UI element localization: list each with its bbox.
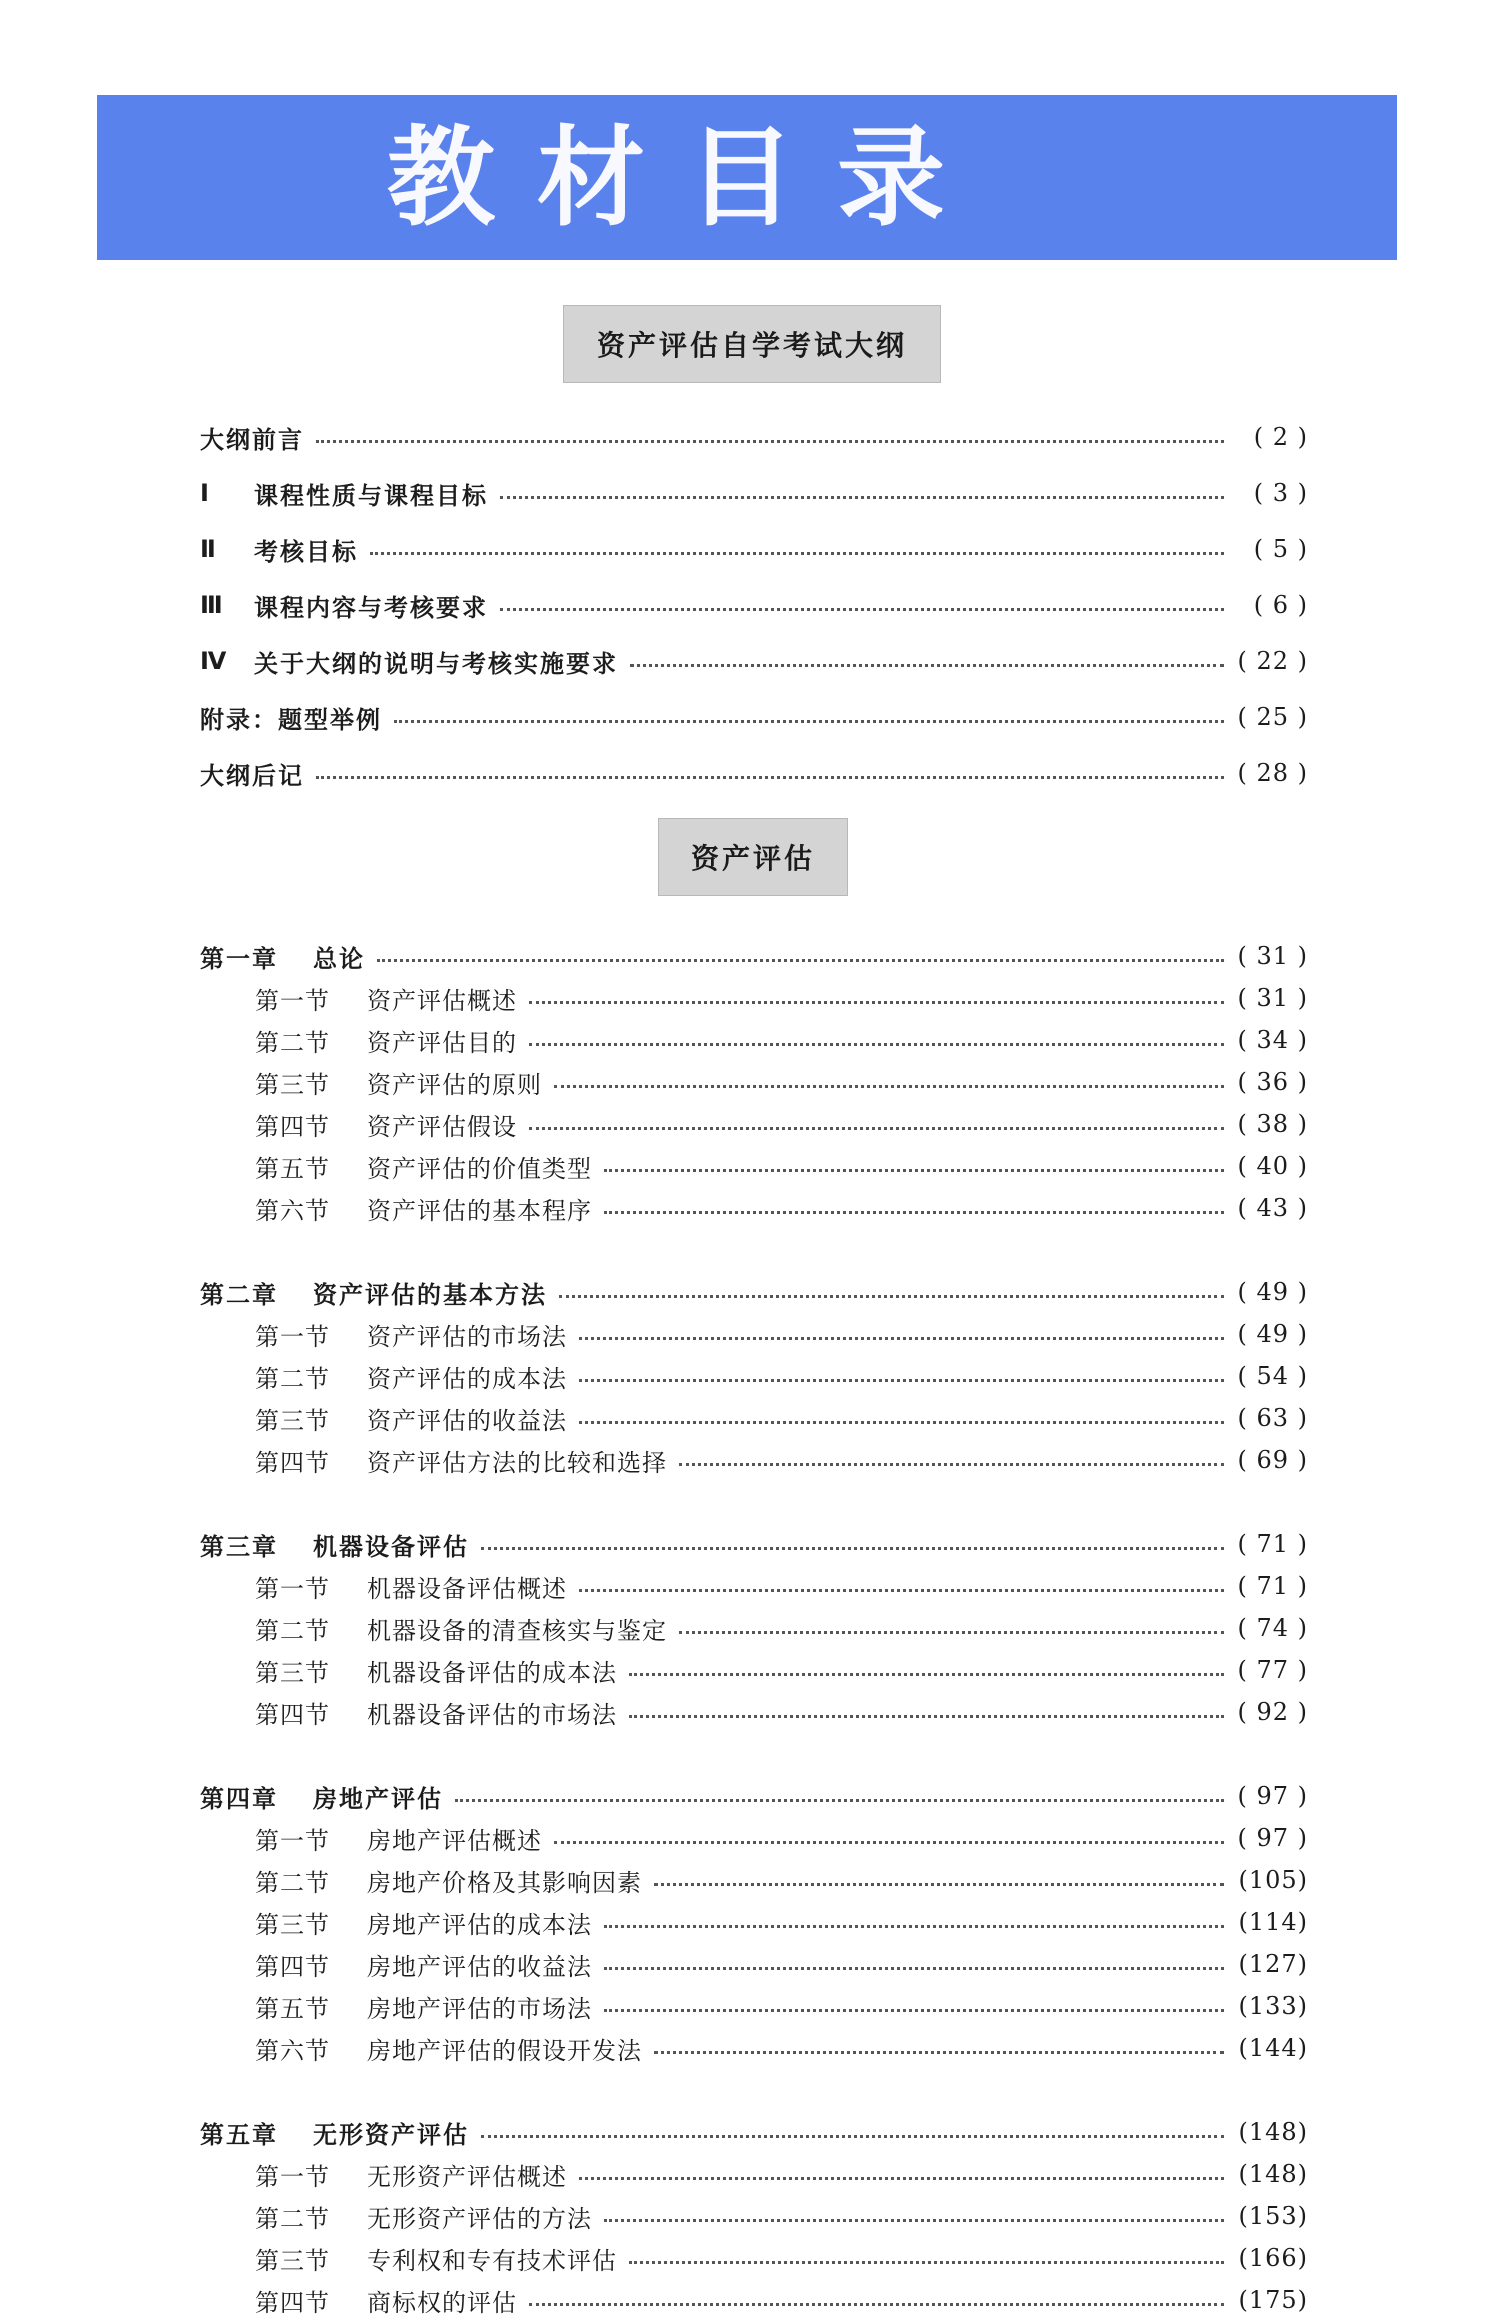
dot-leader <box>500 496 1224 499</box>
dot-leader <box>604 2219 1224 2222</box>
dot-leader <box>630 664 1224 667</box>
dot-leader <box>554 1841 1224 1844</box>
section-entry[interactable] <box>255 1609 1308 1647</box>
dot-leader <box>654 2051 1224 2054</box>
section-entry[interactable] <box>255 1987 1308 2025</box>
entry-number: 第一节 <box>255 1322 330 1351</box>
entry-number: 第三节 <box>255 1910 330 1939</box>
entry-title: 关于大纲的说明与考核实施要求 <box>254 649 618 678</box>
entry-number: 第一章 <box>200 944 278 973</box>
page-number: ( 54 ) <box>1237 1362 1308 1390</box>
page-number: ( 71 ) <box>1237 1572 1308 1600</box>
entry-number: Ⅳ <box>200 647 229 675</box>
page-number: ( 49 ) <box>1237 1278 1308 1306</box>
dot-leader <box>316 440 1224 443</box>
entry-title: 附录：题型举例 <box>200 705 382 734</box>
page-number: ( 77 ) <box>1237 1656 1308 1684</box>
dot-leader <box>604 1925 1224 1928</box>
page-number: ( 6 ) <box>1253 591 1308 619</box>
page-number: ( 69 ) <box>1237 1446 1308 1474</box>
entry-title: 资产评估的成本法 <box>367 1364 567 1393</box>
syllabus-entry[interactable] <box>200 474 1308 512</box>
entry-number: 第三节 <box>255 1406 330 1435</box>
entry-number: 第二章 <box>200 1280 278 1309</box>
entry-title: 无形资产评估 <box>313 2120 469 2149</box>
dot-leader <box>604 1211 1224 1214</box>
entry-title: 资产评估目的 <box>367 1028 517 1057</box>
entry-title: 机器设备评估的市场法 <box>367 1700 617 1729</box>
entry-number: 第三章 <box>200 1532 278 1561</box>
section-entry[interactable] <box>255 1441 1308 1479</box>
entry-title: 房地产评估概述 <box>367 1826 542 1855</box>
dot-leader <box>679 1463 1224 1466</box>
entry-number: 第一节 <box>255 1826 330 1855</box>
section-entry[interactable] <box>255 1315 1308 1353</box>
dot-leader <box>604 1169 1224 1172</box>
section-entry[interactable] <box>255 1651 1308 1689</box>
entry-number: 第一节 <box>255 2162 330 2191</box>
syllabus-entry[interactable] <box>200 586 1308 624</box>
entry-title: 无形资产评估的方法 <box>367 2204 592 2233</box>
entry-number: Ⅲ <box>200 591 225 619</box>
chapter-entry[interactable] <box>200 2113 1308 2151</box>
entry-title: 总论 <box>313 944 365 973</box>
entry-title: 机器设备评估概述 <box>367 1574 567 1603</box>
dot-leader <box>500 608 1224 611</box>
page-title: 教材目录 <box>386 115 987 241</box>
entry-number: Ⅰ <box>200 479 211 507</box>
section-entry[interactable] <box>255 1903 1308 1941</box>
entry-number: 第三节 <box>255 2246 330 2275</box>
dot-leader <box>579 1589 1224 1592</box>
entry-number: 第四节 <box>255 1112 330 1141</box>
dot-leader <box>629 2261 1224 2264</box>
page-number: ( 97 ) <box>1237 1782 1308 1810</box>
syllabus-entry[interactable] <box>200 754 1308 792</box>
dot-leader <box>370 552 1224 555</box>
section-entry[interactable] <box>255 2239 1308 2277</box>
section-entry[interactable] <box>255 1147 1308 1185</box>
section-entry[interactable] <box>255 1189 1308 1227</box>
header-banner <box>97 95 1397 260</box>
dot-leader <box>529 1043 1224 1046</box>
section-entry[interactable] <box>255 1357 1308 1395</box>
entry-number: 第二节 <box>255 1364 330 1393</box>
entry-title: 专利权和专有技术评估 <box>367 2246 617 2275</box>
page-number: (175) <box>1238 2286 1308 2314</box>
page-number: (166) <box>1238 2244 1308 2272</box>
page-number: ( 74 ) <box>1237 1614 1308 1642</box>
page-number: (114) <box>1238 1908 1308 1936</box>
entry-title: 资产评估的价值类型 <box>367 1154 592 1183</box>
page-number: (127) <box>1238 1950 1308 1978</box>
dot-leader <box>559 1295 1224 1298</box>
dot-leader <box>316 776 1224 779</box>
syllabus-heading: 资产评估自学考试大纲 <box>563 305 941 383</box>
dot-leader <box>604 2009 1224 2012</box>
section-entry[interactable] <box>255 1693 1308 1731</box>
section-entry[interactable] <box>255 979 1308 1017</box>
chapter-entry[interactable] <box>200 1777 1308 1815</box>
page-number: ( 3 ) <box>1253 479 1308 507</box>
entry-title: 机器设备的清查核实与鉴定 <box>367 1616 667 1645</box>
section-entry[interactable] <box>255 1063 1308 1101</box>
page-number: ( 5 ) <box>1253 535 1308 563</box>
page-number: (144) <box>1238 2034 1308 2062</box>
entry-title: 商标权的评估 <box>367 2288 517 2317</box>
section-entry[interactable] <box>255 2155 1308 2193</box>
entry-title: 房地产评估的收益法 <box>367 1952 592 1981</box>
entry-number: 第四节 <box>255 1952 330 1981</box>
dot-leader <box>529 1001 1224 1004</box>
entry-number: 第五节 <box>255 1154 330 1183</box>
dot-leader <box>579 1337 1224 1340</box>
syllabus-entry[interactable] <box>200 698 1308 736</box>
entry-number: 第四节 <box>255 1448 330 1477</box>
entry-number: 第四节 <box>255 2288 330 2317</box>
entry-title: 房地产评估的成本法 <box>367 1910 592 1939</box>
page-number: ( 28 ) <box>1237 759 1308 787</box>
section-entry[interactable] <box>255 1567 1308 1605</box>
page-number: ( 31 ) <box>1237 984 1308 1012</box>
section-entry[interactable] <box>255 2281 1308 2319</box>
entry-title: 资产评估的市场法 <box>367 1322 567 1351</box>
dot-leader <box>604 1967 1224 1970</box>
section-entry[interactable] <box>255 1021 1308 1059</box>
page-number: ( 36 ) <box>1237 1068 1308 1096</box>
entry-title: 大纲前言 <box>200 425 304 454</box>
chapter-entry[interactable] <box>200 1525 1308 1563</box>
page-number: ( 71 ) <box>1237 1530 1308 1558</box>
page-number: (148) <box>1238 2160 1308 2188</box>
entry-title: 房地产评估的假设开发法 <box>367 2036 642 2065</box>
dot-leader <box>579 1379 1224 1382</box>
dot-leader <box>529 1127 1224 1130</box>
entry-title: 机器设备评估的成本法 <box>367 1658 617 1687</box>
entry-number: 第二节 <box>255 1616 330 1645</box>
page-number: ( 97 ) <box>1237 1824 1308 1852</box>
page-number: ( 92 ) <box>1237 1698 1308 1726</box>
dot-leader <box>629 1715 1224 1718</box>
entry-number: 第五节 <box>255 1994 330 2023</box>
entry-number: 第六节 <box>255 1196 330 1225</box>
entry-number: 第三节 <box>255 1070 330 1099</box>
entry-title: 课程性质与课程目标 <box>254 481 488 510</box>
entry-title: 大纲后记 <box>200 761 304 790</box>
page-number: ( 40 ) <box>1237 1152 1308 1180</box>
dot-leader <box>455 1799 1224 1802</box>
page-number: (133) <box>1238 1992 1308 2020</box>
section-entry[interactable] <box>255 1945 1308 1983</box>
page-number: ( 31 ) <box>1237 942 1308 970</box>
section-entry[interactable] <box>255 2029 1308 2067</box>
entry-number: 第二节 <box>255 2204 330 2233</box>
dot-leader <box>654 1883 1224 1886</box>
syllabus-entry[interactable] <box>200 642 1308 680</box>
chapter-entry[interactable] <box>200 937 1308 975</box>
syllabus-entry[interactable] <box>200 530 1308 568</box>
entry-number: 第四章 <box>200 1784 278 1813</box>
dot-leader <box>554 1085 1224 1088</box>
entry-number: 第六节 <box>255 2036 330 2065</box>
entry-number: 第一节 <box>255 1574 330 1603</box>
entry-title: 房地产评估的市场法 <box>367 1994 592 2023</box>
page-number: ( 34 ) <box>1237 1026 1308 1054</box>
entry-title: 考核目标 <box>254 537 358 566</box>
page-number: ( 38 ) <box>1237 1110 1308 1138</box>
page-number: ( 43 ) <box>1237 1194 1308 1222</box>
entry-title: 资产评估概述 <box>367 986 517 1015</box>
entry-number: 第三节 <box>255 1658 330 1687</box>
dot-leader <box>481 2135 1224 2138</box>
page-number: ( 49 ) <box>1237 1320 1308 1348</box>
page-number: ( 25 ) <box>1237 703 1308 731</box>
entry-number: 第五章 <box>200 2120 278 2149</box>
textbook-heading: 资产评估 <box>658 818 848 896</box>
entry-title: 资产评估的原则 <box>367 1070 542 1099</box>
section-entry[interactable] <box>255 1819 1308 1857</box>
section-entry[interactable] <box>255 2197 1308 2235</box>
dot-leader <box>629 1673 1224 1676</box>
dot-leader <box>679 1631 1224 1634</box>
page-number: ( 2 ) <box>1253 423 1308 451</box>
dot-leader <box>377 959 1224 962</box>
entry-number: 第二节 <box>255 1868 330 1897</box>
entry-title: 无形资产评估概述 <box>367 2162 567 2191</box>
entry-title: 资产评估方法的比较和选择 <box>367 1448 667 1477</box>
page-number: (105) <box>1238 1866 1308 1894</box>
entry-title: 资产评估的收益法 <box>367 1406 567 1435</box>
chapter-entry[interactable] <box>200 1273 1308 1311</box>
entry-number: 第四节 <box>255 1700 330 1729</box>
entry-title: 资产评估的基本方法 <box>313 1280 547 1309</box>
dot-leader <box>579 1421 1224 1424</box>
page-number: (148) <box>1238 2118 1308 2146</box>
entry-title: 资产评估的基本程序 <box>367 1196 592 1225</box>
entry-title: 房地产评估 <box>313 1784 443 1813</box>
entry-number: Ⅱ <box>200 535 218 563</box>
dot-leader <box>529 2303 1224 2306</box>
section-entry[interactable] <box>255 1399 1308 1437</box>
page-number: ( 22 ) <box>1237 647 1308 675</box>
entry-title: 机器设备评估 <box>313 1532 469 1561</box>
dot-leader <box>481 1547 1224 1550</box>
entry-title: 资产评估假设 <box>367 1112 517 1141</box>
entry-number: 第一节 <box>255 986 330 1015</box>
page-number: ( 63 ) <box>1237 1404 1308 1432</box>
syllabus-entry[interactable] <box>200 418 1308 456</box>
section-entry[interactable] <box>255 1861 1308 1899</box>
page-number: (153) <box>1238 2202 1308 2230</box>
entry-title: 房地产价格及其影响因素 <box>367 1868 642 1897</box>
dot-leader <box>394 720 1224 723</box>
dot-leader <box>579 2177 1224 2180</box>
section-entry[interactable] <box>255 1105 1308 1143</box>
entry-title: 课程内容与考核要求 <box>254 593 488 622</box>
entry-number: 第二节 <box>255 1028 330 1057</box>
